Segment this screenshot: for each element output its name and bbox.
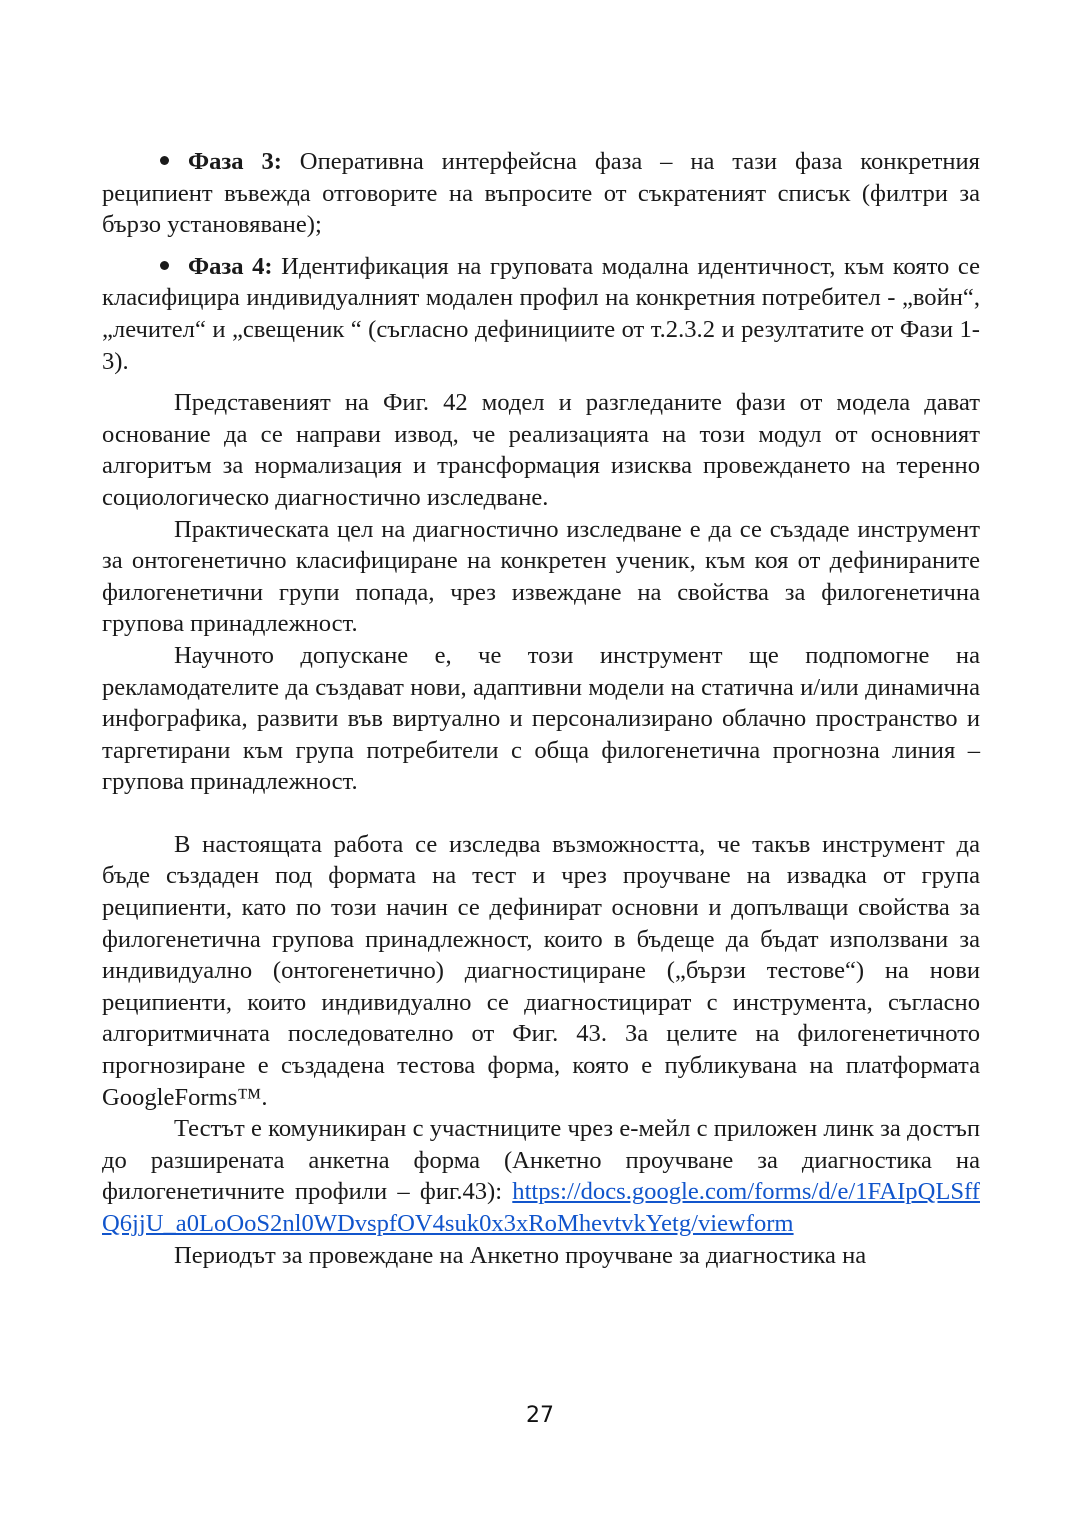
paragraph: Периодът за провеждане на Анкетно проучване за диагностика на [174,1241,867,1269]
paragraph: В настоящата работа се изследва възможността, че такъв инструмент да бъде създаден под формата на тест и чрез проучване на извадка от група реципиенти, като по този начин се дефинират основни и допълващи свойства за филогенетична групова принадлежност, които в бъдеще да бъдат използвани за индивидуално (онтогенетично) диагностициране („бързи тестове“) на нови реципиенти, които индивидуално се диагностицират с инструмента, съгласно алгоритмичната последователно от Фиг. 43. За целите на филогенетичното прогнозиране е създадена тестова форма, която е публикувана на платформата GoogleForms™. [102,830,980,1111]
bullet-item-phase-4 [102,251,980,377]
link-paragraph-text: Тестът е комуникиран с участниците чрез е-мейл с приложен линк за достъп до разширената анкетна форма (Анкетно проучване за диагностика на филогенетичните профили – фиг.43): [102,1115,980,1206]
page-content [102,146,980,1271]
paragraph: Научното допускане е, че този инструмент ще подпомогне на рекламодателите да създават нови, адаптивни модели на статична и/или динамична инфографика, развити във виртуално и персонализирано облачно пространство и таргетирани към група потребители с обща филогенетична прогнозна линия – групова принадлежност. [102,641,980,796]
bullet-icon [160,156,169,165]
paragraph: Представеният на Фиг. 42 модел и разгледаните фази от модела дават основание да се направи извод, че реализацията на този модул от основният алгоритъм за нормализация и трансформация изисква провеждането на теренно социологическо диагностично изследване. [102,389,980,511]
bullet-label: Фаза 4: [188,252,273,280]
page-number: 27 [526,1403,554,1428]
paragraph: Практическата цел на диагностично изследване е да се създаде инструмент за онтогенетично класифициране на конкретен ученик, към коя от дефинираните филогенетични групи попада, чрез извеждане на свойства за филогенетична групова принадлежност. [102,515,980,638]
bullet-item-phase-3 [102,146,980,241]
bullet-text: Оперативна интерфейсна фаза – на тази фаза конкретния реципиент въвежда отговорите на въпросите от съкратеният списък (филтри за бързо установяване); [102,148,980,239]
survey-form-link[interactable]: https://docs.google.com/forms/d/e/1FAIpQLSffQ6jjU_a0LoOoS2nl0WDvspfOV4suk0x3xRoMhevtvkYetg/viewform [102,1178,980,1237]
link-paragraph [102,1113,980,1239]
bullet-text: Идентификация на груповата модална идентичност, към която се класифицира индивидуалният модален профил на конкретния потребител - „войн“, „лечител“ и „свещеник “ (съгласно дефинициите от т.2.3.2 и резултатите от Фази 1-3). [102,252,980,375]
bullet-icon [160,261,169,270]
bullet-label: Фаза 3: [188,148,282,175]
